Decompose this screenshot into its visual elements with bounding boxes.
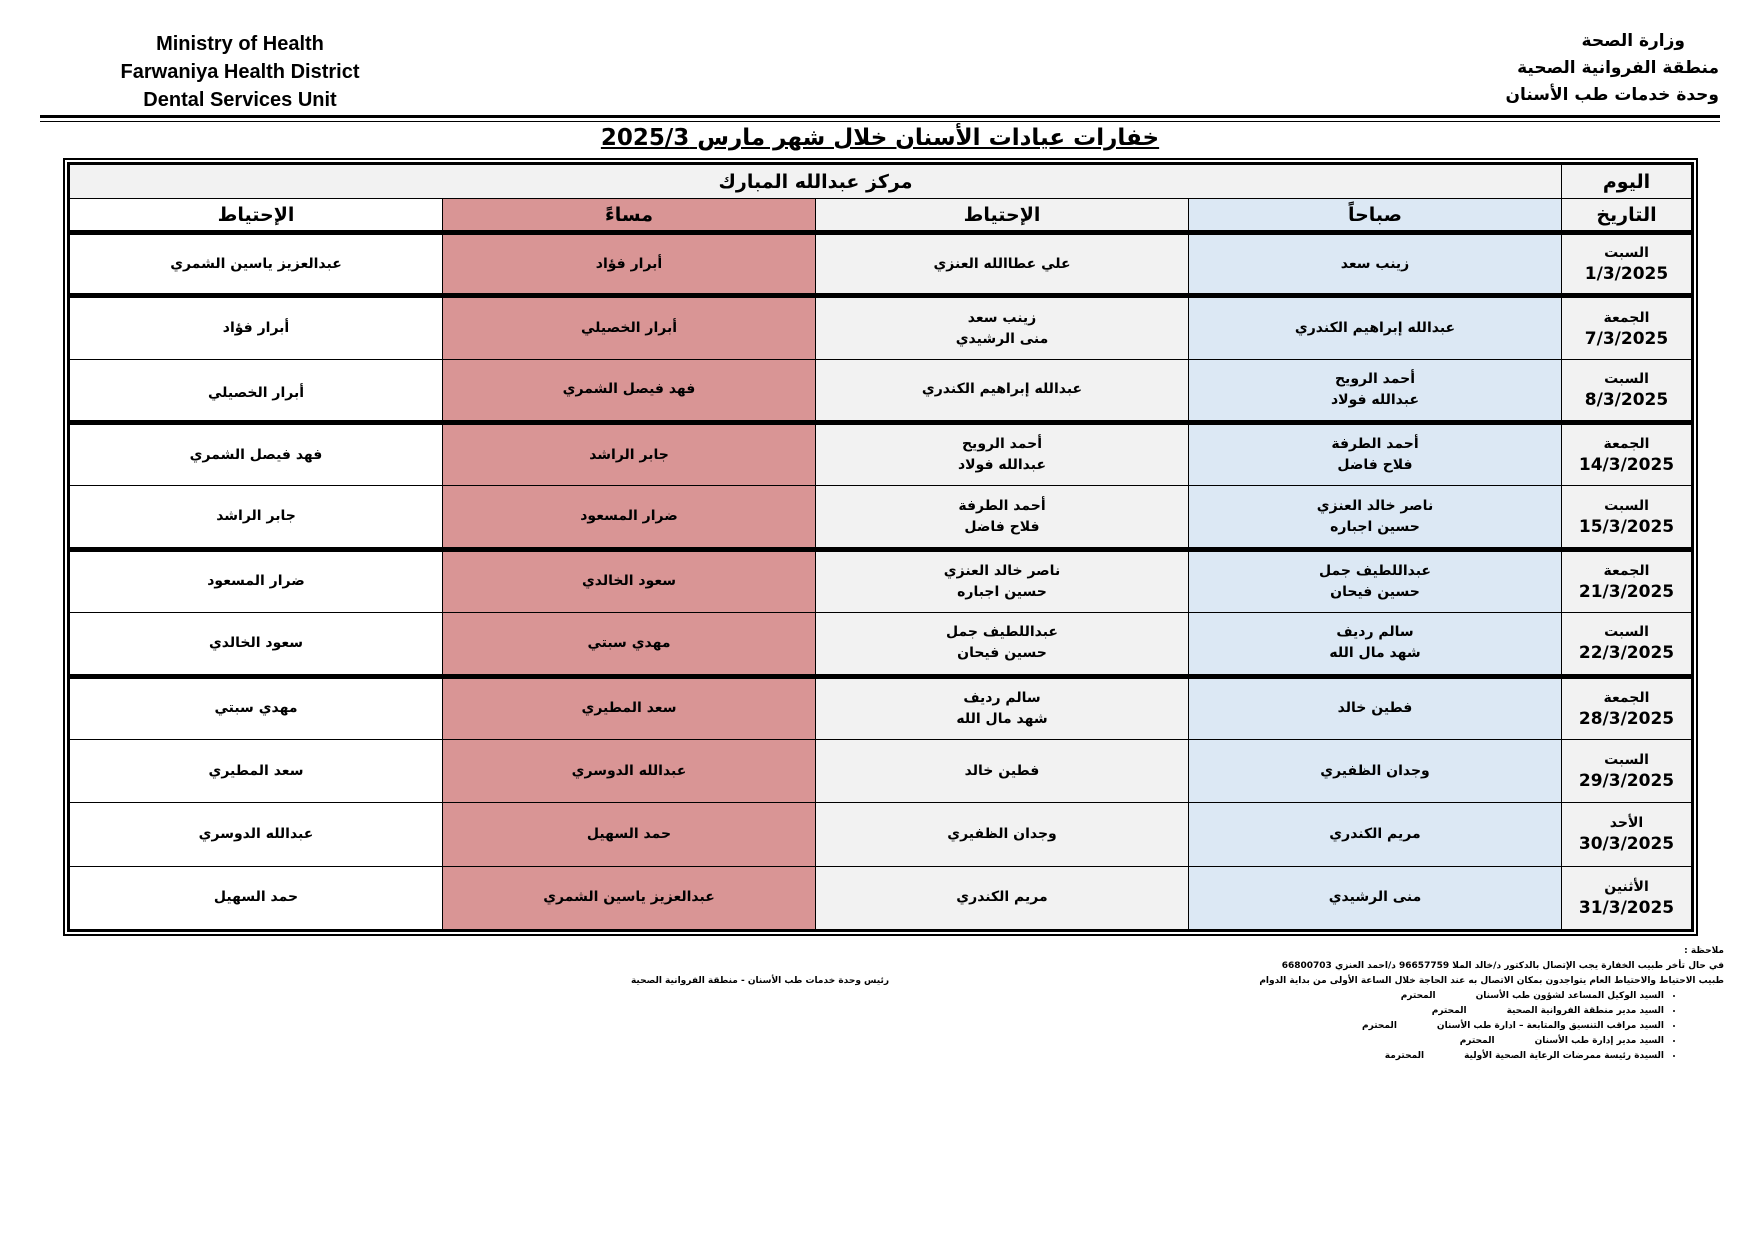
reserve-morning-cell bbox=[816, 549, 1189, 612]
staff-name: أحمد الرويح bbox=[1334, 370, 1416, 387]
date-cell bbox=[1562, 676, 1692, 739]
staff-name: سالم رديف bbox=[963, 689, 1041, 706]
staff-name: سعود الخالدي bbox=[581, 573, 677, 590]
staff-name: مهدي سبتي bbox=[214, 700, 298, 717]
staff-name: أحمد الرويح bbox=[961, 436, 1043, 453]
notes-heading: ملاحظة : bbox=[1684, 946, 1724, 956]
morning-cell bbox=[1189, 486, 1562, 549]
morning-cell bbox=[1189, 866, 1562, 929]
staff-name: ضرار المسعود bbox=[580, 508, 678, 525]
staff-name: زينب سعد bbox=[1340, 255, 1410, 272]
recipient-name: السيد مراقب التنسيق والمتابعة – ادارة طب الأسنان bbox=[1436, 1021, 1664, 1031]
reserve-evening-cell bbox=[70, 613, 443, 676]
page-title: خفارات عيادات الأسنان خلال شهر مارس 2025/3 bbox=[600, 125, 1160, 151]
date-cell bbox=[1562, 866, 1692, 929]
staff-name: فطين خالد bbox=[1337, 700, 1413, 717]
day-name: الجمعة bbox=[1603, 436, 1650, 453]
date-value: 28/3/2025 bbox=[1578, 708, 1675, 729]
staff-name: فلاح فاضل bbox=[1337, 457, 1413, 474]
date-value: 22/3/2025 bbox=[1578, 643, 1675, 664]
morning-cell bbox=[1189, 549, 1562, 612]
header-en-line-3: Dental Services Unit bbox=[143, 89, 337, 111]
staff-name: منى الرشيدي bbox=[955, 330, 1049, 347]
day-name: الجمعة bbox=[1603, 309, 1650, 326]
staff-name: فهد فيصل الشمري bbox=[189, 446, 323, 463]
notes-line-2: طبيب الاحتياط والاحتياط العام يتواجدون بمكان الاتصال به عند الحاجة خلال الساعة الأولى من بداية الدوام bbox=[1259, 976, 1724, 986]
staff-name: سعد المطيري bbox=[581, 700, 677, 717]
recipient-honorific: المحترم bbox=[1400, 991, 1436, 1001]
morning-cell bbox=[1189, 233, 1562, 296]
reserve-morning-cell bbox=[816, 296, 1189, 359]
table-row bbox=[70, 803, 1692, 866]
date-value: 7/3/2025 bbox=[1584, 328, 1669, 349]
evening-cell bbox=[443, 676, 816, 739]
staff-name: منى الرشيدي bbox=[1328, 889, 1422, 906]
date-cell bbox=[1562, 296, 1692, 359]
staff-name: حسين اجباره bbox=[957, 583, 1047, 600]
table-row bbox=[70, 359, 1692, 422]
evening-cell bbox=[443, 296, 816, 359]
recipient-item bbox=[1204, 1019, 1664, 1034]
staff-name: ناصر خالد العنزي bbox=[1316, 497, 1434, 514]
notes-section bbox=[1204, 944, 1724, 1064]
recipient-item bbox=[1204, 1049, 1664, 1064]
recipients-list bbox=[1204, 989, 1664, 1064]
center-name-header: مركز عبدالله المبارك bbox=[70, 165, 1562, 199]
date-cell bbox=[1562, 233, 1692, 296]
morning-cell bbox=[1189, 676, 1562, 739]
date-value: 29/3/2025 bbox=[1578, 771, 1675, 792]
staff-name: عبداللطيف جمل bbox=[945, 624, 1058, 641]
reserve-evening-cell bbox=[70, 423, 443, 486]
reserve-evening-cell bbox=[70, 739, 443, 802]
staff-name: شهد مال الله bbox=[956, 710, 1048, 727]
header-ar-line-3: وحدة خدمات طب الأسنان bbox=[1505, 85, 1719, 105]
staff-name: سعد المطيري bbox=[208, 762, 304, 779]
date-value: 21/3/2025 bbox=[1578, 581, 1675, 602]
date-cell bbox=[1562, 359, 1692, 422]
morning-cell bbox=[1189, 739, 1562, 802]
staff-name: أبرار الخصيلي bbox=[580, 320, 678, 337]
staff-name: مريم الكندري bbox=[1329, 825, 1421, 842]
reserve-morning-cell bbox=[816, 423, 1189, 486]
table-row bbox=[70, 486, 1692, 549]
recipient-item bbox=[1204, 1004, 1664, 1019]
date-value: 31/3/2025 bbox=[1578, 897, 1675, 918]
morning-header: صباحاً bbox=[1189, 199, 1562, 233]
reserve-morning-header: الإحتياط bbox=[816, 199, 1189, 233]
day-name: الجمعة bbox=[1603, 689, 1650, 706]
staff-name: فطين خالد bbox=[964, 762, 1040, 779]
recipient-honorific: المحترم bbox=[1362, 1021, 1397, 1031]
staff-name: جابر الراشد bbox=[589, 446, 669, 463]
staff-name: شهد مال الله bbox=[1329, 645, 1421, 662]
day-name: السبت bbox=[1604, 624, 1649, 641]
morning-cell bbox=[1189, 359, 1562, 422]
table-row bbox=[70, 423, 1692, 486]
table-row bbox=[70, 613, 1692, 676]
english-header bbox=[95, 30, 385, 114]
staff-name: سالم رديف bbox=[1336, 624, 1414, 641]
staff-name: أحمد الطرفة bbox=[958, 497, 1046, 514]
staff-name: علي عطاالله العنزي bbox=[933, 255, 1071, 272]
morning-cell bbox=[1189, 803, 1562, 866]
staff-name: ناصر خالد العنزي bbox=[943, 562, 1061, 579]
arabic-header bbox=[1419, 28, 1719, 109]
staff-name: سعود الخالدي bbox=[208, 634, 304, 651]
day-header: اليوم bbox=[1562, 165, 1692, 199]
staff-name: حسين فيحان bbox=[1330, 583, 1420, 600]
staff-name: عبدالله فولاد bbox=[957, 457, 1047, 474]
evening-cell bbox=[443, 803, 816, 866]
reserve-evening-cell bbox=[70, 866, 443, 929]
recipient-honorific: المحترم bbox=[1431, 1006, 1467, 1016]
day-name: الأثنين bbox=[1604, 878, 1649, 895]
reserve-morning-cell bbox=[816, 359, 1189, 422]
day-name: السبت bbox=[1604, 497, 1649, 514]
date-value: 1/3/2025 bbox=[1584, 264, 1669, 285]
staff-name: حمد السهيل bbox=[213, 889, 299, 906]
recipient-item bbox=[1204, 989, 1664, 1004]
staff-name: أبرار الخصيلي bbox=[207, 385, 305, 402]
recipient-name: السيد مدير منطقة الفروانية الصحية bbox=[1506, 1006, 1664, 1016]
evening-cell bbox=[443, 486, 816, 549]
day-name: الجمعة bbox=[1603, 562, 1650, 579]
staff-name: وجدان الظفيري bbox=[947, 825, 1057, 842]
reserve-morning-cell bbox=[816, 739, 1189, 802]
date-header: التاريخ bbox=[1562, 199, 1692, 233]
reserve-morning-cell bbox=[816, 233, 1189, 296]
recipient-name: السيد الوكيل المساعد لشؤون طب الأسنان bbox=[1475, 991, 1664, 1001]
staff-name: فهد فيصل الشمري bbox=[562, 381, 696, 398]
day-name: السبت bbox=[1604, 370, 1649, 387]
header-en-line-2: Farwaniya Health District bbox=[120, 61, 360, 83]
reserve-morning-cell bbox=[816, 676, 1189, 739]
staff-name: حسين اجباره bbox=[1330, 518, 1420, 535]
reserve-morning-cell bbox=[816, 866, 1189, 929]
reserve-evening-cell bbox=[70, 676, 443, 739]
reserve-evening-cell bbox=[70, 486, 443, 549]
evening-cell bbox=[443, 613, 816, 676]
table-row bbox=[70, 549, 1692, 612]
notes-line-1: في حال تأخر طبيب الخفارة يجب الإتصال بالدكتور د/خالد الملا 96657759 د/احمد العنزي 66800703 bbox=[1281, 961, 1724, 971]
date-cell bbox=[1562, 803, 1692, 866]
date-cell bbox=[1562, 549, 1692, 612]
evening-cell bbox=[443, 359, 816, 422]
schedule-table-frame bbox=[63, 158, 1698, 936]
schedule-table bbox=[69, 164, 1692, 930]
date-cell bbox=[1562, 423, 1692, 486]
date-cell bbox=[1562, 739, 1692, 802]
evening-cell bbox=[443, 233, 816, 296]
reserve-morning-cell bbox=[816, 486, 1189, 549]
staff-name: مريم الكندري bbox=[956, 889, 1048, 906]
date-cell bbox=[1562, 613, 1692, 676]
header-ar-line-1: وزارة الصحة bbox=[1581, 31, 1685, 51]
reserve-morning-cell bbox=[816, 613, 1189, 676]
staff-name: جابر الراشد bbox=[216, 508, 296, 525]
evening-cell bbox=[443, 866, 816, 929]
staff-name: عبدالعزيز ياسين الشمري bbox=[170, 255, 342, 272]
morning-cell bbox=[1189, 423, 1562, 486]
staff-name: زينب سعد bbox=[967, 309, 1037, 326]
reserve-evening-cell bbox=[70, 296, 443, 359]
header-divider-thick bbox=[40, 115, 1720, 118]
staff-name: أبرار فؤاد bbox=[222, 320, 290, 337]
recipient-item bbox=[1204, 1034, 1664, 1049]
date-value: 8/3/2025 bbox=[1584, 389, 1669, 410]
date-cell bbox=[1562, 486, 1692, 549]
evening-cell bbox=[443, 739, 816, 802]
table-row bbox=[70, 233, 1692, 296]
date-value: 15/3/2025 bbox=[1578, 516, 1675, 537]
recipient-honorific: المحترم bbox=[1459, 1036, 1495, 1046]
staff-name: حسين فيحان bbox=[957, 645, 1047, 662]
reserve-evening-cell bbox=[70, 549, 443, 612]
staff-name: فلاح فاضل bbox=[964, 518, 1040, 535]
staff-name: حمد السهيل bbox=[586, 825, 672, 842]
staff-name: ضرار المسعود bbox=[207, 573, 305, 590]
reserve-evening-cell bbox=[70, 803, 443, 866]
table-row bbox=[70, 296, 1692, 359]
staff-name: عبدالله إبراهيم الكندري bbox=[1294, 320, 1456, 337]
staff-name: مهدي سبتي bbox=[587, 634, 671, 651]
day-name: السبت bbox=[1604, 245, 1649, 262]
table-row bbox=[70, 676, 1692, 739]
recipient-name: السيد مدير إدارة طب الأسنان bbox=[1534, 1036, 1664, 1046]
staff-name: عبدالله فولاد bbox=[1330, 391, 1420, 408]
reserve-evening-cell bbox=[70, 359, 443, 422]
reserve-evening-header: الإحتياط bbox=[70, 199, 443, 233]
reserve-evening-cell bbox=[70, 233, 443, 296]
day-name: السبت bbox=[1604, 752, 1649, 769]
recipient-honorific: المحترمة bbox=[1384, 1051, 1425, 1061]
date-value: 14/3/2025 bbox=[1578, 455, 1675, 476]
staff-name: أبرار فؤاد bbox=[595, 255, 663, 272]
staff-name: أحمد الطرفة bbox=[1331, 436, 1419, 453]
evening-header: مساءً bbox=[443, 199, 816, 233]
date-value: 30/3/2025 bbox=[1578, 834, 1675, 855]
staff-name: عبدالعزيز ياسين الشمري bbox=[543, 889, 715, 906]
staff-name: عبدالله الدوسري bbox=[571, 762, 687, 779]
staff-name: عبدالله الدوسري bbox=[198, 825, 314, 842]
day-name: الأحد bbox=[1609, 815, 1644, 832]
staff-name: وجدان الظفيري bbox=[1320, 762, 1430, 779]
table-row bbox=[70, 866, 1692, 929]
morning-cell bbox=[1189, 296, 1562, 359]
signature-line: رئيس وحدة خدمات طب الأسنان - منطقة الفروانية الصحية bbox=[630, 976, 890, 986]
morning-cell bbox=[1189, 613, 1562, 676]
header-en-line-1: Ministry of Health bbox=[156, 33, 324, 55]
staff-name: عبداللطيف جمل bbox=[1318, 562, 1431, 579]
table-row bbox=[70, 739, 1692, 802]
header-ar-line-2: منطقة الفروانية الصحية bbox=[1517, 58, 1719, 78]
staff-name: عبدالله إبراهيم الكندري bbox=[921, 381, 1083, 398]
schedule-body bbox=[70, 233, 1692, 930]
reserve-morning-cell bbox=[816, 803, 1189, 866]
recipient-name: السيدة رئيسة ممرضات الرعاية الصحية الأولية bbox=[1464, 1051, 1664, 1061]
evening-cell bbox=[443, 549, 816, 612]
evening-cell bbox=[443, 423, 816, 486]
